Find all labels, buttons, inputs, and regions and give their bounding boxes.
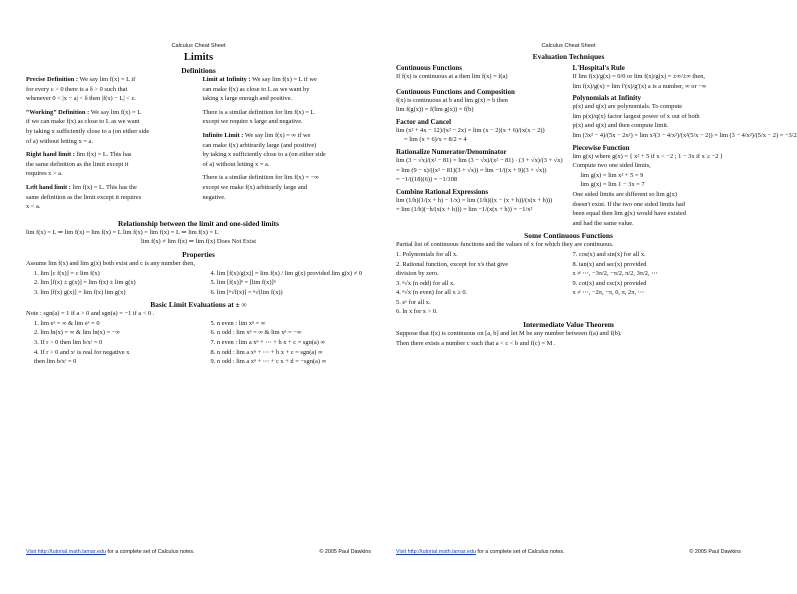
properties-assume: Assume lim f(x) and lim g(x) both exist and c is any number then, xyxy=(26,259,195,267)
infinite-limit-l2: can make f(x) arbitrarily large (and positive) xyxy=(202,141,317,149)
working-l3: by taking x sufficiently close to a (on either side xyxy=(26,127,150,135)
infinite-limit-l4: of a) without letting x = a. xyxy=(202,160,270,168)
piecewise-l8: and had the same value. xyxy=(572,219,634,227)
poly-l2: lim p(x)/q(x) factor largest power of x out of both xyxy=(572,112,700,120)
continuous-item: division by zero. xyxy=(396,270,439,278)
basic-limit-item: 3. If r > 0 then lim b/xʳ = 0 xyxy=(34,339,103,347)
basic-limit-item: 9. n odd : lim a xⁿ + ⋯ + c x + d = −sgn(a) ∞ xyxy=(210,358,327,366)
footer-link[interactable]: Visit http://tutorial.math.lamar.edu xyxy=(26,549,106,555)
continuous-item: x ≠ ⋯, −2π, −π, 0, π, 2π, ⋯ xyxy=(572,289,645,297)
basic-limit-item: 7. n even : lim a xⁿ + ⋯ + b x + c = sgn(a) ∞ xyxy=(210,339,326,347)
definitions-heading: Definitions xyxy=(181,66,216,75)
precise-label: Precise Definition : xyxy=(26,76,79,83)
basic-limit-item: 2. lim ln(x) = ∞ & lim ln(x) = −∞ xyxy=(34,329,120,337)
combine-l1: lim (1/h)(1/(x + h) − 1/x) = lim (1/h)((x − (x + h))/(x(x + h))) xyxy=(396,196,553,204)
continuous-item: 5. eˣ for all x. xyxy=(396,298,431,306)
infinite-limit xyxy=(203,131,372,169)
continuous-right-column xyxy=(573,250,742,317)
neg-inf-limit-l2: except we make f(x) arbitrarily large and xyxy=(202,183,308,191)
properties-heading: Properties xyxy=(182,249,215,259)
footer-notes xyxy=(26,549,195,555)
properties-right-column xyxy=(203,269,372,298)
right-hand-l3: requires x > a. xyxy=(26,170,63,178)
infinity-l3: taking x large enough and positive. xyxy=(202,95,293,103)
piecewise-l6: doesn't exist. If the two one sided limits had xyxy=(572,200,685,208)
partial-list-intro: Partial list of continuous functions and the values of x for which they are continuous. xyxy=(396,241,614,249)
piecewise-l4: lim g(x) = lim 1 − 3x = 7 xyxy=(580,181,645,189)
poly-l4: lim (3x² − 4)/(5x − 2x²) = lim x²(3 − 4/x²)/(x²(5/x − 2)) = lim (3 − 4/x²)/(5/x − 2) = −3/2 xyxy=(572,131,797,139)
continuous-item: 9. cot(x) and csc(x) provided xyxy=(572,279,647,287)
infinity-label: Limit at Infinity : xyxy=(202,76,251,83)
footer-text: for a complete set of Calculus notes. xyxy=(105,549,195,555)
working-label: “Working” Definition : xyxy=(26,108,90,116)
footer-notes xyxy=(396,549,565,555)
left-hand-l2: same definition as the limit except it requires xyxy=(26,193,142,201)
sgn-note: Note : sgn(a) = 1 if a > 0 and sgn(a) = −1 if a < 0 . xyxy=(26,310,155,318)
property-item: 1. lim [c f(x)] = c lim f(x) xyxy=(34,269,100,277)
properties-block xyxy=(26,269,371,298)
rationalize-l1: lim (3 − √x)/(x² − 81) = lim (3 − √x)/(x² − 81) · (3 + √x)/(3 + √x) xyxy=(396,156,563,164)
continuous-functions-heading: Some Continuous Functions xyxy=(524,231,613,241)
property-item: 2. lim [f(x) ± g(x)] = lim f(x) ± lim g(x) xyxy=(34,279,136,287)
poly-l3: p(x) and q(x) and then compute limit. xyxy=(572,122,669,130)
left-page xyxy=(26,40,371,555)
basic-limit-item: 5. n even : lim xⁿ = ∞ xyxy=(210,319,266,327)
left-hand-l1: lim f(x) = L. This has the xyxy=(72,183,137,191)
continuous-left-column xyxy=(396,250,565,317)
precise-l2: for every ε > 0 there is a δ > 0 such that xyxy=(26,85,128,93)
footer-link[interactable]: Visit http://tutorial.math.lamar.edu xyxy=(396,549,476,555)
neg-inf-limit-l3: negative. xyxy=(202,193,226,201)
precise-l1: We say lim f(x) = L if xyxy=(79,76,136,83)
left-hand-limit xyxy=(26,183,195,212)
page-footer xyxy=(26,549,371,555)
factor-l2: = lim (x + 6)/x = 8/2 = 4 xyxy=(404,136,467,144)
basic-limit-item: 4. If r > 0 and xʳ is real for negative x xyxy=(34,348,130,356)
piecewise-l1: lim g(x) where g(x) = { x² + 5 if x < −2 ; 1 − 3x if x ≥ −2 } xyxy=(572,152,724,160)
rationalize-title: Rationalize Numerator/Denominator xyxy=(396,147,507,156)
continuous-item: 1. Polynomials for all x. xyxy=(396,250,458,258)
piecewise-l5: One sided limits are different so lim g(x) xyxy=(572,190,677,198)
right-hand-limit xyxy=(26,150,195,179)
working-l4: of a) without letting x = a. xyxy=(26,137,93,145)
piecewise-l7: been equal then lim g(x) would have existed xyxy=(572,210,686,218)
relationship-line-1: lim f(x) = L ⇒ lim f(x) = lim f(x) = L lim f(x) = lim f(x) = L ⇒ lim f(x) = L xyxy=(26,228,219,236)
footer-text: for a complete set of Calculus notes. xyxy=(475,549,565,555)
property-item: 3. lim [f(x) g(x)] = lim f(x) lim g(x) xyxy=(34,288,126,296)
continuous-item: 8. tan(x) and sec(x) provided xyxy=(572,260,647,268)
composition-l2: lim f(g(x)) = f(lim g(x)) = f(b) xyxy=(396,106,474,114)
limit-at-infinity xyxy=(203,75,372,104)
basic-limits-right-column xyxy=(203,319,372,367)
lhopital-title: L'Hospital's Rule xyxy=(572,64,625,72)
basic-limit-item: 8. n odd : lim a xⁿ + ⋯ + b x + c = sgn(a) ∞ xyxy=(210,348,323,356)
neg-inf-note-l1: There is a similar definition for lim f(x) = L xyxy=(202,108,315,116)
infinity-l1: We say lim f(x) = L if we xyxy=(252,76,317,83)
negative-infinity-note xyxy=(203,108,372,127)
property-item: 6. lim [ⁿ√f(x)] = ⁿ√(lim f(x)) xyxy=(210,288,283,296)
continuous-l1: If f(x) is continuous at a then lim f(x) = f(a) xyxy=(396,73,508,80)
properties-left-column xyxy=(26,269,195,298)
infinity-l2: can make f(x) as close to L as we want by xyxy=(202,85,310,93)
ivt-heading: Intermediate Value Theorem xyxy=(523,320,614,330)
basic-limits-heading: Basic Limit Evaluations at ± ∞ xyxy=(150,300,247,310)
neg-inf-note-l2: except we require x large and negative. xyxy=(202,118,303,126)
evaluation-block xyxy=(396,61,797,228)
continuous-item: 4. ⁿ√x (n even) for all x ≥ 0. xyxy=(396,289,468,297)
composition-title: Continuous Functions and Composition xyxy=(396,87,515,96)
definitions-right-column xyxy=(203,75,372,216)
right-hand-l1: lim f(x) = L. This has xyxy=(76,151,132,159)
working-l2: if we can make f(x) as close to L as we want xyxy=(26,118,140,126)
ivt-line-2: Then there exists a number c such that a < c < b and f(c) = M . xyxy=(396,339,556,347)
combine-l2: = lim (1/h)(−h/(x(x + h))) = lim −1/(x(x + h)) = −1/x² xyxy=(396,206,533,214)
working-definition xyxy=(26,108,195,146)
ivt-line-1: Suppose that f(x) is continuous on [a, b] and let M be any number between f(a) and f(b). xyxy=(396,330,622,338)
continuous-item: 6. ln x for x > 0. xyxy=(396,308,438,316)
page-header: Calculus Cheat Sheet xyxy=(171,43,226,49)
continuous-item: 2. Rational function, except for x's that give xyxy=(396,260,509,268)
property-item: 5. lim [f(x)]ⁿ = [lim f(x)]ⁿ xyxy=(210,279,276,287)
footer-copyright: © 2005 Paul Dawkins xyxy=(689,549,741,555)
property-item: 4. lim [f(x)/g(x)] = lim f(x) / lim g(x) provided lim g(x) ≠ 0 xyxy=(210,269,363,277)
definitions-left-column xyxy=(26,75,195,216)
lhopital-l2: lim f(x)/g(x) = lim f′(x)/g′(x) a is a number, ∞ or −∞ xyxy=(572,82,707,90)
factor-l1: lim (x² + 4x − 12)/(x² − 2x) = lim (x − 2)(x + 6)/(x(x − 2)) xyxy=(396,126,545,134)
right-hand-l2: the same definition as the limit except it xyxy=(26,160,129,168)
page-header: Calculus Cheat Sheet xyxy=(541,43,596,49)
precise-definition xyxy=(26,75,195,104)
right-page xyxy=(396,40,797,555)
continuous-item: 3. ⁿ√x (n odd) for all x. xyxy=(396,279,455,287)
left-hand-l3: x < a. xyxy=(26,203,41,211)
relationship-heading: Relationship between the limit and one-sided limits xyxy=(118,218,279,228)
infinite-limit-l3: by taking x sufficiently close to a (on either side xyxy=(202,151,326,159)
left-hand-label: Left hand limit : xyxy=(26,183,71,191)
negative-infinite-limit xyxy=(203,173,372,202)
composition-l1: f(x) is continuous at b and lim g(x) = b then xyxy=(396,96,508,104)
basic-limit-item: 1. lim eˣ = ∞ & lim eˣ = 0 xyxy=(34,319,100,327)
continuous-functions-title: Continuous Functions xyxy=(396,64,462,72)
basic-limit-item: then lim b/xʳ = 0 xyxy=(34,358,77,366)
evaluation-right-column xyxy=(572,61,797,228)
combine-title: Combine Rational Expressions xyxy=(396,187,489,196)
piecewise-l2: Compute two one sided limits, xyxy=(572,162,651,170)
infinite-limit-label: Infinite Limit : xyxy=(202,131,244,139)
definitions-block xyxy=(26,75,371,216)
continuous-item: x ≠ ⋯, −3π/2, −π/2, π/2, 3π/2, ⋯ xyxy=(572,270,658,278)
rationalize-l2: = lim (9 − x)/((x² − 81)(3 + √x)) = lim −1/((x + 9)(3 + √x)) xyxy=(396,166,547,174)
footer-copyright: © 2005 Paul Dawkins xyxy=(319,549,371,555)
lhopital-l1: If lim f(x)/g(x) = 0/0 or lim f(x)/g(x) = ±∞/±∞ then, xyxy=(572,73,705,80)
right-hand-label: Right hand limit : xyxy=(26,151,75,159)
poly-l1: p(x) and q(x) are polynomials. To compute xyxy=(572,103,683,111)
basic-limits-left-column xyxy=(26,319,195,367)
precise-l3: whenever 0 < |x − a| < δ then |f(x) − L| < ε. xyxy=(26,95,136,103)
piecewise-title: Piecewise Function xyxy=(572,143,630,152)
continuous-list-block xyxy=(396,250,741,317)
evaluation-techniques-heading: Evaluation Techniques xyxy=(532,52,605,61)
factor-cancel-title: Factor and Cancel xyxy=(396,117,452,126)
polynomials-infinity-title: Polynomials at Infinity xyxy=(572,94,641,103)
basic-limit-item: 6. n odd : lim xⁿ = ∞ & lim xⁿ = −∞ xyxy=(210,329,302,337)
relationship-line-2: lim f(x) ≠ lim f(x) ⇒ lim f(x) Does Not Exist xyxy=(140,238,256,246)
working-l1: We say lim f(x) = L xyxy=(90,108,142,116)
basic-limits-block xyxy=(26,319,371,367)
evaluation-left-column xyxy=(396,61,565,228)
page-title: Limits xyxy=(183,52,214,63)
continuous-item: 7. cos(x) and sin(x) for all x. xyxy=(572,250,646,258)
page-footer xyxy=(396,549,741,555)
piecewise-l3: lim g(x) = lim x² + 5 = 9 xyxy=(580,171,644,179)
rationalize-l3: = −1/((18)(6)) = −1/108 xyxy=(396,176,458,184)
infinite-limit-l1: We say lim f(x) = ∞ if we xyxy=(244,131,311,139)
neg-inf-limit-l1: There is a similar definition for lim f(x) = −∞ xyxy=(202,174,319,182)
